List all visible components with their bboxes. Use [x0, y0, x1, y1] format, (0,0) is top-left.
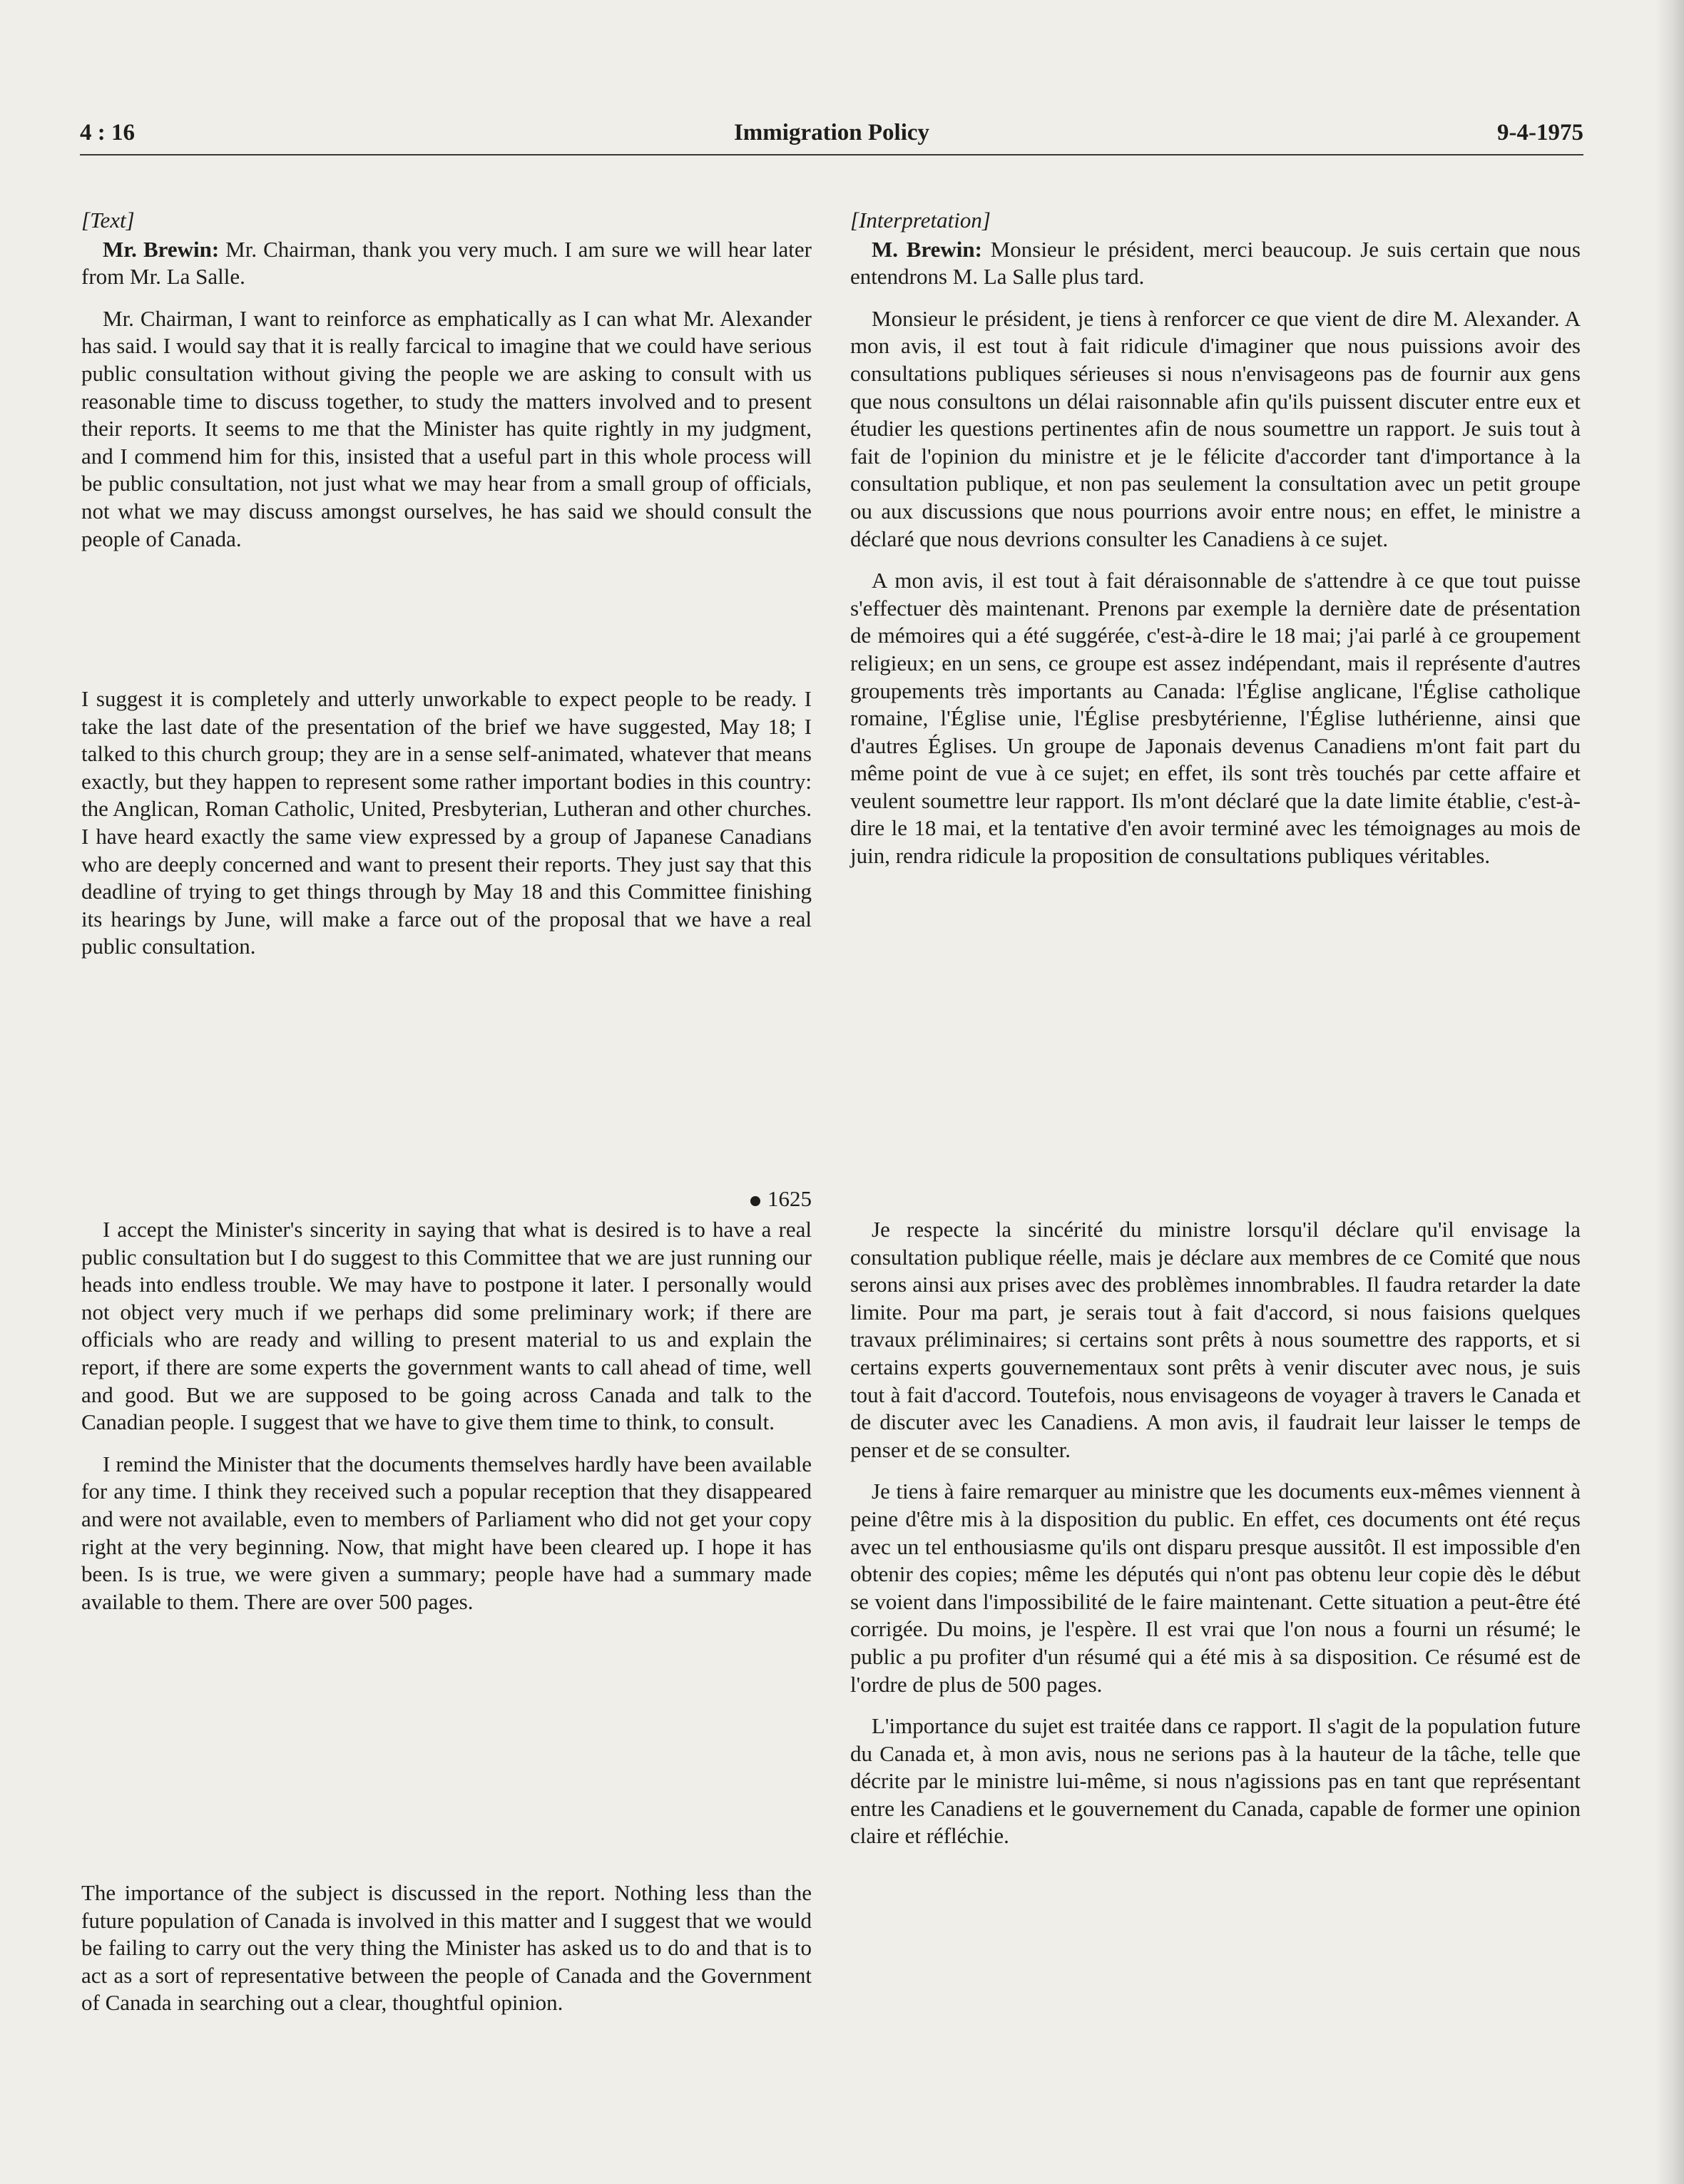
french-paragraph-1-text: Monsieur le président, merci beaucoup. Je suis certain que nous entendrons M. La Salle plus tard.: [850, 236, 1581, 290]
english-speaker-name: Mr. Brewin:: [103, 236, 220, 262]
english-paragraph-2: Mr. Chairman, I want to reinforce as emphatically as I can what Mr. Alexander has said. I would say that it is really farcical to imagine that we could have serious public consultation without giving the people we are asking to consult with us reasonable time to discuss together, to study the matters involved and to present their reports. It seems to me that the Minister has quite rightly in my judgment, and I commend him for this, insisted that a useful part in this whole process will be public consultation, not just what we may hear from a small group of officials, not what we may discuss amongst ourselves, he has said we should consult the people of Canada.: [81, 305, 812, 551]
french-paragraph-1: [850, 236, 1581, 291]
header-rule: [80, 154, 1583, 155]
english-paragraph-1: [81, 236, 812, 291]
english-paragraph-6: The importance of the subject is discussed in the report. Nothing less than the future population of Canada is involved in this matter and I suggest that we would be failing to carry out the very thing the Minister has asked us to do and that is to act as a sort of representative between the people of Canada and the Government of Canada in searching out a clear, thoughtful opinion.: [81, 1880, 812, 2016]
english-paragraph-5: I remind the Minister that the documents themselves hardly have been available for any time. I think they received such a popular reception that they disappeared and were not available, even to members of Parliament who did not get your copy right at the very beginning. Now, that might have been cleared up. I hope it has been. Is is true, we were given a summary; people have had a summary made available to them. There are over 500 pages.: [81, 1451, 812, 1614]
page-date: 9-4-1975: [1497, 120, 1583, 146]
page-number: 4 : 16: [80, 120, 135, 146]
french-paragraph-3: A mon avis, il est tout à fait déraisonnable de s'attendre à ce que tout puisse s'effectuer dès maintenant. Prenons par exemple la dernière date de présentation de mémoires qui a été suggérée, c'est-à-dire le 18 mai; j'ai parlé à ce groupement religieux; en un sens, ce groupe est assez indépendant, mais il représente d'autres groupements très importants au Canada: l'Église anglicane, l'Église catholique romaine, l'Église unie, l'Église presbytérienne, l'Église luthérienne, ainsi que d'autres Églises. Un groupe de Japonais devenus Canadiens m'ont fait part du même point de vue à ce sujet; en effet, ils sont très touchés par cette affaire et veulent soumettre leur rapport. Ils m'ont déclaré que la date limite établie, c'est-à-dire le 18 mai, et la tentative d'en avoir terminé avec les témoignages au mois de juin, rendra ridicule la proposition de consultations publiques véritables.: [850, 568, 1581, 869]
english-paragraph-3: I suggest it is completely and utterly unworkable to expect people to be ready. I take the last date of the presentation of the brief we have suggested, May 18; I talked to this church group; they are in a sense self-animated, whatever that means exactly, but they happen to represent some rather important bodies in this country: the Anglican, Roman Catholic, United, Presbyterian, Lutheran and other churches. I have heard exactly the same view expressed by a group of Japanese Canadians who are deeply concerned and want to present their reports. They just say that this deadline of trying to get things through by May 18 and this Committee finishing its hearings by June, will make a farce out of the proposal that we have a real public consultation.: [81, 686, 812, 959]
french-paragraph-4: Je respecte la sincérité du ministre lorsqu'il déclare qu'il envisage la consultation publique réelle, mais je déclare aux membres de ce Comité que nous serons ainsi aux prises avec des problèmes innombrables. Il faudra retarder la date limite. Pour ma part, je serais tout à fait d'accord, si nous faisions quelques travaux préliminaires; si certains sont prêts à nous soumettre des rapports, et si certains experts gouvernementaux sont prêts à venir discuter avec nous, je suis tout à fait d'accord. Toutefois, nous envisageons de voyager à travers le Canada et de discuter avec les Canadiens. A mon avis, il faudrait leur laisser le temps de penser et de se consulter.: [850, 1217, 1581, 1462]
english-block-4: [81, 1216, 812, 1616]
time-marker-text: 1625: [767, 1186, 812, 1211]
english-section-label: [Text]: [81, 208, 135, 233]
french-paragraph-5: Je tiens à faire remarquer au ministre que les documents eux-mêmes viennent à peine d'être mis à la disposition du public. En effet, ces documents ont été reçus avec un tel enthousiasme qu'ils ont disparu presque aussitôt. Il est impossible d'en obtenir des copies; même les députés qui n'ont pas obtenu leur copie dès le début se voient dans l'impossibilité de le faire maintenant. Cette situation a peut-être été corrigée. Du moins, je l'espère. Il est vrai que l'on nous a fourni un résumé; le public a pu profiter d'un résumé qui a été mis à sa disposition. Ce résumé est de l'ordre de plus de 500 pages.: [850, 1479, 1581, 1697]
page-header: [80, 120, 1583, 155]
french-paragraph-6: L'importance du sujet est traitée dans ce rapport. Il s'agit de la population future du Canada et, à mon avis, nous ne serions pas à la hauteur de la tâche, telle que décrite par le ministre lui-même, si nous n'agissions pas en tant que représentant entre les Canadiens et le gouvernement du Canada, capable de former une opinion claire et réfléchie.: [850, 1713, 1581, 1849]
english-block-1: [81, 207, 812, 553]
french-block-1: [850, 207, 1581, 870]
page-title: Immigration Policy: [733, 120, 930, 146]
french-block-4: [850, 1216, 1581, 1850]
time-marker: [81, 1186, 812, 1212]
english-paragraph-4: I accept the Minister's sincerity in saying that what is desired is to have a real public consultation but I do suggest to this Committee that we are just running our heads into endless trouble. We may have to postpone it later. I personally would not object very much if we perhaps did some preliminary work; if there are officials who are ready and willing to present material to us and explain the report, if there are some experts the government wants to call ahead of time, well and good. But we are supposed to be going across Canada and talk to the Canadian people. I suggest that we have to give them time to think, to consult.: [81, 1217, 812, 1435]
bullet-dot-icon: [750, 1196, 760, 1206]
french-speaker-name: M. Brewin:: [872, 236, 982, 262]
french-paragraph-2: Monsieur le président, je tiens à renforcer ce que vient de dire M. Alexander. A mon avis, il est tout à fait ridicule d'imaginer que nous puissions avoir des consultations publiques sérieuses si nous n'envisageons pas de fournir aux gens que nous consultons un délai raisonnable afin qu'ils puissent discuter entre eux et étudier les questions pertinentes afin de nous soumettre un rapport. Je suis tout à fait de l'opinion du ministre et je le félicite d'accorder tant d'importance à la consultation publique, et non pas seulement la consultation avec un petit groupe ou aux discussions que nous pourrions avoir entre nous; en effet, le ministre a déclaré que nous devrions consulter les Canadiens à ce sujet.: [850, 305, 1581, 551]
binding-shadow: [1655, 0, 1684, 2184]
english-paragraph-1-text: Mr. Chairman, thank you very much. I am sure we will hear later from Mr. La Salle.: [81, 236, 812, 290]
french-section-label: [Interpretation]: [850, 208, 991, 233]
